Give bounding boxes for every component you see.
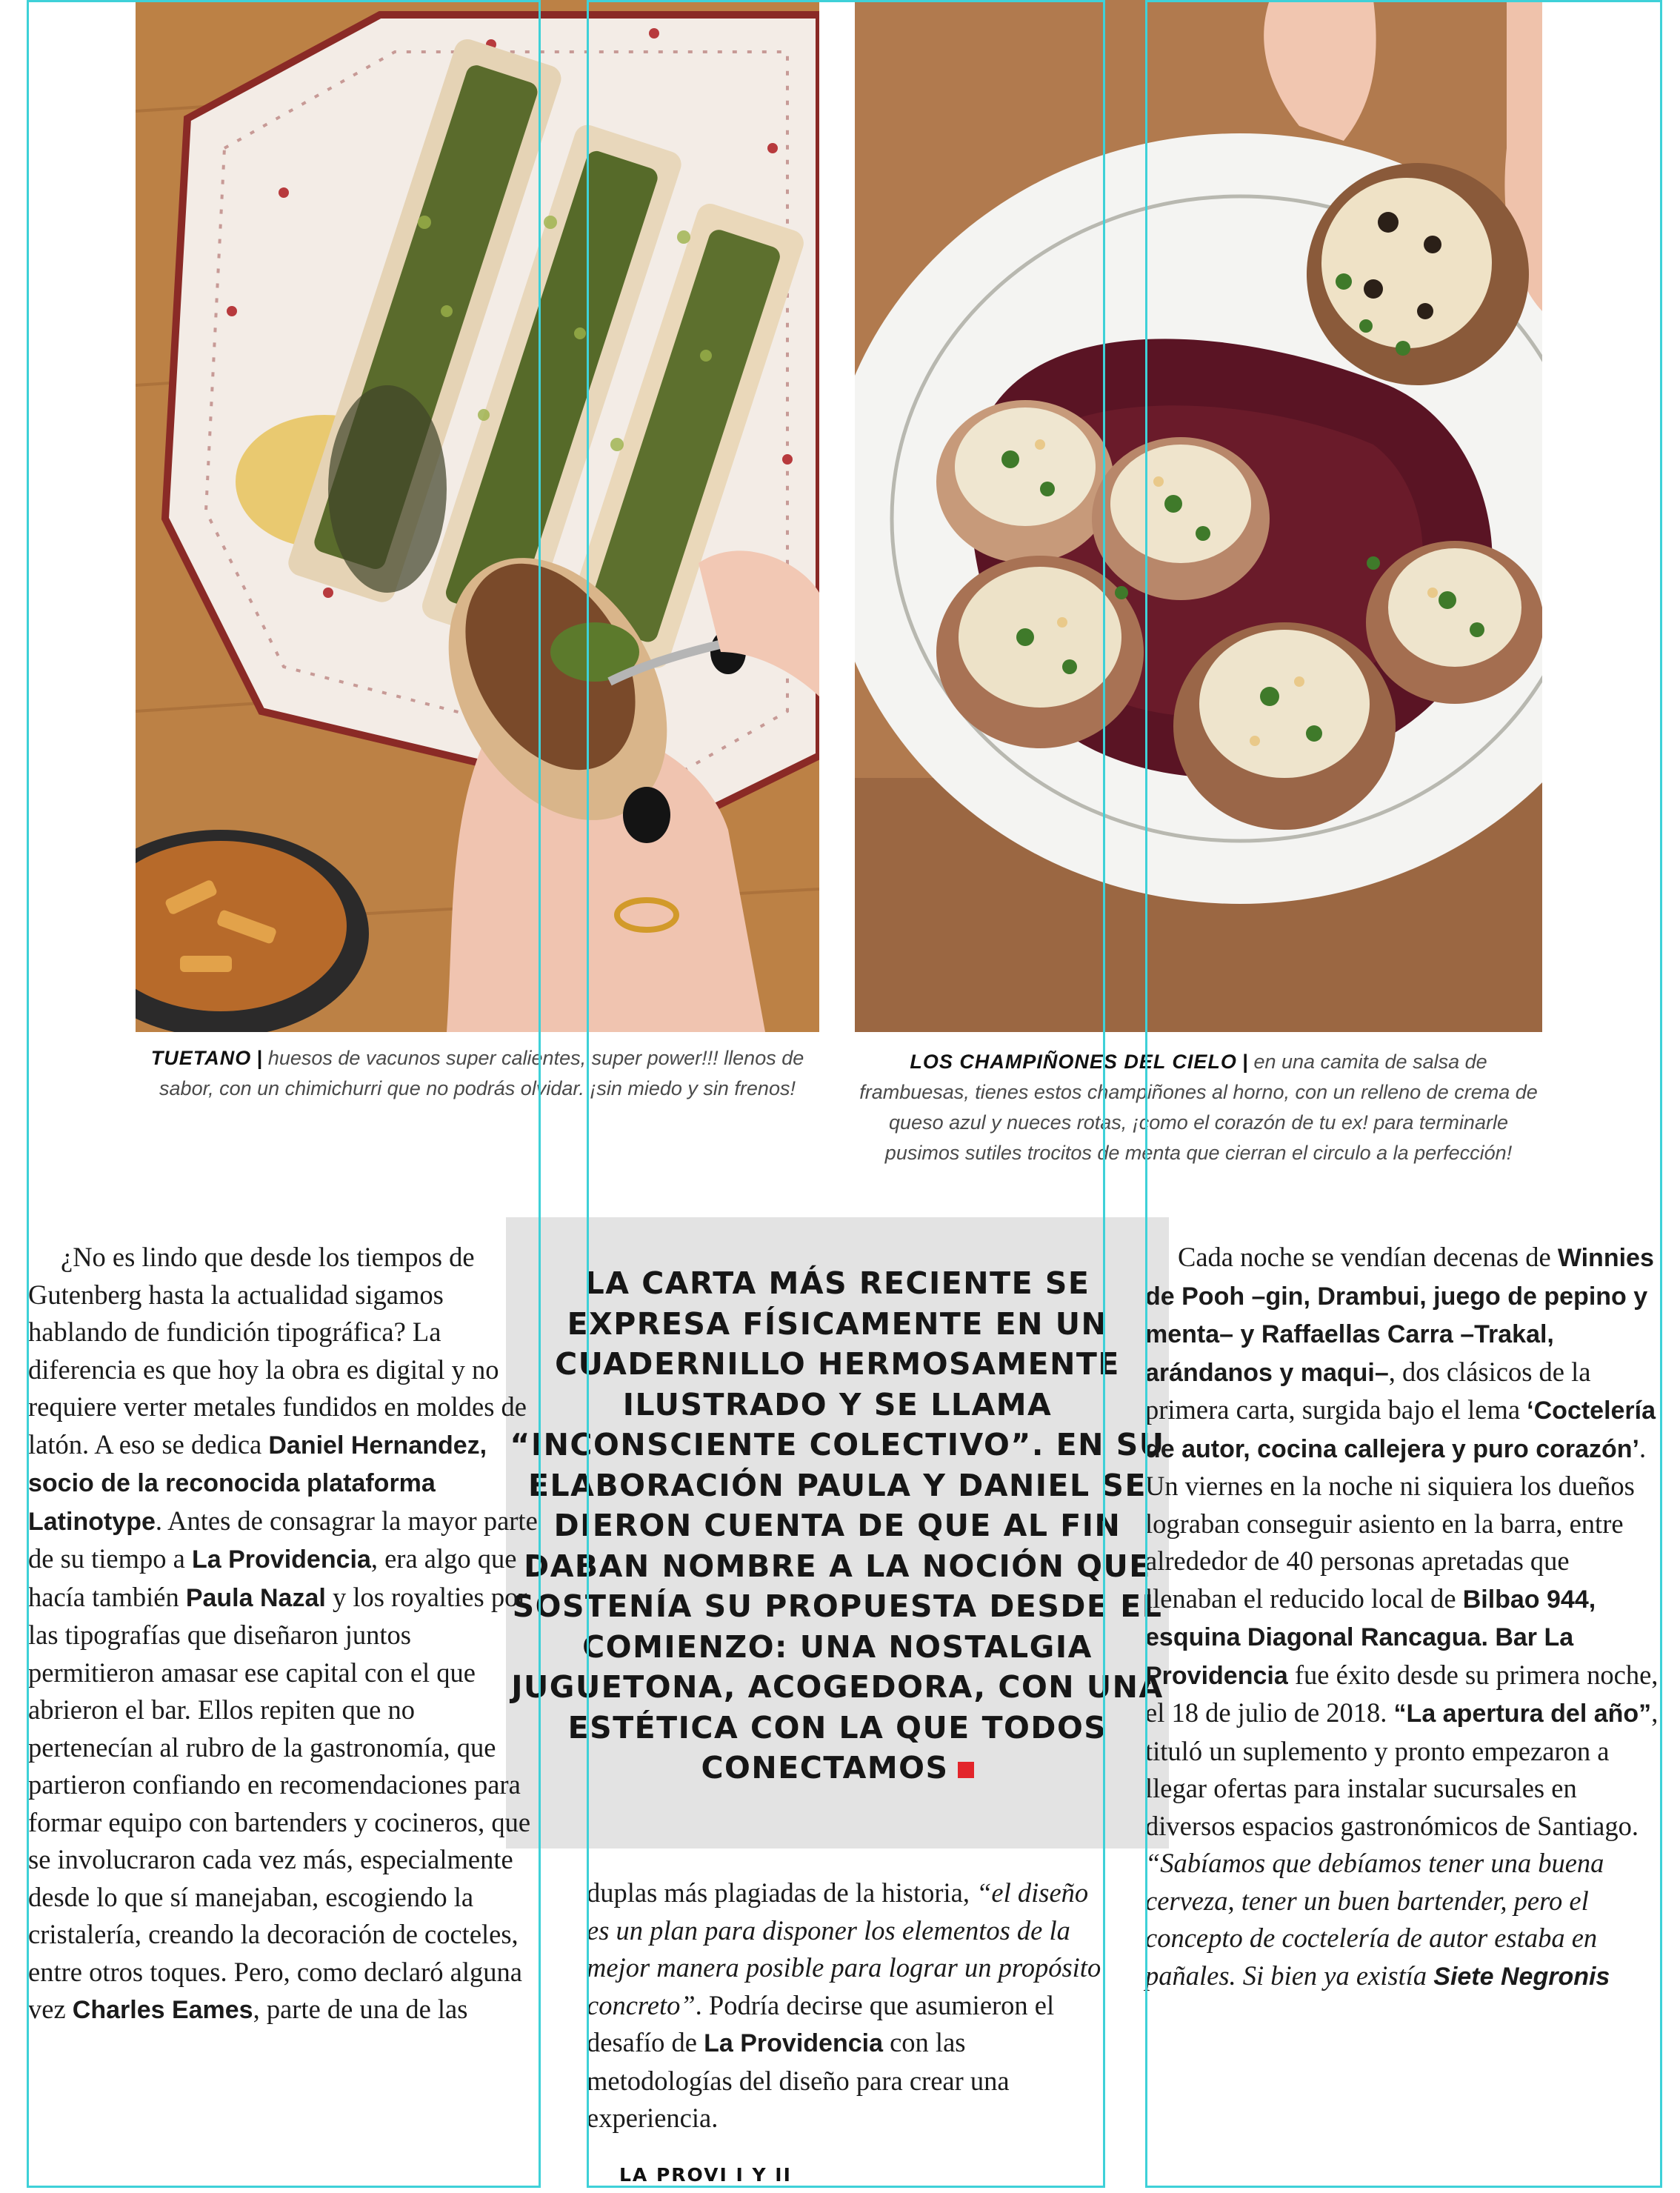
col3-bold-4: “La apertura del año” (1393, 1700, 1652, 1728)
caption-text: huesos de vacunos super calientes, super power!!! llenos de sabor, con un chimichurri que no podrás olvidar. ¡sin miedo y sin frenos! (159, 1047, 804, 1099)
pull-quote-box (506, 1217, 1169, 1848)
mushroom-dish-photo (855, 0, 1542, 1032)
photo-champinones (855, 0, 1542, 1032)
col1-text-4: y los royalties por las tipografías que diseñaron juntos permitieron amasar ese capital con el que abrieron el bar. Ellos repiten que no pertenecían al rubro de la gastronomía, que partieron confiando en recomendaciones para formar equipo con bartenders y cocineros, que se involucraron cada vez más, especialmente desde lo que sí manejaban, escogiendo la cristalería, creando la decoración de cocteles, entre otros toques. Pero, como declaró alguna vez (28, 1581, 531, 2024)
col3-text-5: , tituló un suplemento y pronto empezaron a llegar ofertas para instalar sucursales en diversos espacios gastronómicos de Santiago. (1145, 1697, 1659, 1841)
caption-tuetano (136, 1043, 819, 1104)
col1-text-5: , parte de una de las (253, 1994, 468, 2024)
col3-text-4: fue éxito desde su primera noche, el 18 de julio de 2018. (1145, 1659, 1659, 1728)
col3-quote (1145, 1848, 1610, 1991)
col3-bold-1: Winnies de Pooh –gin, Drambui, juego de pepino y menta– y Raffaellas Carra –Trakal, arándanos y maqui– (1145, 1244, 1654, 1387)
caption-text: en una camita de salsa de frambuesas, tienes estos champiñones al horno, con un relleno de crema de queso azul y nueces rotas, ¡como el corazón de tu ex! para terminarle pusimos sutiles trocitos de menta que cierran el circulo a la perfección! (859, 1051, 1538, 1164)
caption-title: TUETANO (150, 1047, 252, 1069)
body-column-1 (28, 1239, 541, 2029)
col1-bold-3: Paula Nazal (185, 1583, 326, 1612)
pull-quote (506, 1263, 1169, 1788)
pull-quote-text: LA CARTA MÁS RECIENTE SE EXPRESA FÍSICAMENTE EN UN CUADERNILLO HERMOSAMENTE ILUSTRADO Y SE LLAMA “INCONSCIENTE COLECTIVO”. EN SU ELABORACIÓN PAULA Y DANIEL SE DIERON CUENTA DE QUE AL FIN DABAN NOMBRE A LA NOCIÓN QUE SOSTENÍA SU PROPUESTA DESDE EL COMIENZO: UNA NOSTALGIA JUGUETONA, ACOGEDORA, CON UNA ESTÉTICA CON LA QUE TODOS CONECTAMOS (510, 1265, 1165, 1786)
caption-separator: | (1236, 1051, 1254, 1073)
col1-text-2: . Antes de consagrar la mayor parte de su tiempo a (28, 1505, 538, 1574)
col2-text-2: . Podría decirse que asumieron el desafío de (587, 1989, 1055, 2057)
body-column-2 (587, 1874, 1105, 2137)
body-column-3 (1145, 1239, 1659, 1995)
col1-text-1: ¿No es lindo que desde los tiempos de Gutenberg hasta la actualidad sigamos hablando de fundición tipográfica? La diferencia es que hoy la obra es digital y no requiere verter metales fundidos en moldes de latón. A eso se dedica (28, 1242, 527, 1460)
col3-bold-3: Bilbao 944, esquina Diagonal Rancagua. Bar La Providencia (1145, 1585, 1596, 1690)
col3-bold-5: Siete Negronis (1433, 1962, 1610, 1991)
photo-tuetano (136, 0, 819, 1032)
caption-title: LOS CHAMPIÑONES DEL CIELO (910, 1051, 1237, 1073)
col3-bold-2: ‘Coctelería de autor, cocina callejera y puro corazón’ (1145, 1397, 1656, 1463)
col3-text-2: , dos clásicos de la primera carta, surgida bajo el lema (1145, 1356, 1591, 1425)
bone-marrow-dish-photo (136, 0, 819, 1032)
end-mark-icon (958, 1762, 974, 1778)
footer-label: LA PROVI I Y II (619, 2164, 792, 2186)
col2-text-1: duplas más plagiadas de la historia, (587, 1877, 977, 1908)
col3-quote-text: “Sabíamos que debíamos tener una buena cerveza, tener un buen bartender, pero el concepto de coctelería de autor estaba en pañales. Si bien ya existía (1145, 1848, 1604, 1991)
col1-bold-2: La Providencia (191, 1545, 371, 1574)
col2-text-3: con las metodologías del diseño para crear una experiencia. (587, 2027, 1010, 2133)
col1-bold-4: Charles Eames (72, 1996, 253, 2024)
col3-text-1: Cada noche se vendían decenas de (1178, 1242, 1558, 1272)
col1-bold-1: Daniel Hernandez, socio de la reconocida plataforma Latinotype (28, 1431, 487, 1536)
caption-champinones (859, 1047, 1538, 1168)
col2-quote: “el diseño es un plan para disponer los elementos de la mejor manera posible para lograr un propósito concreto” (587, 1877, 1101, 2020)
col1-text-3: , era algo que hacía también (28, 1543, 517, 1612)
caption-separator: | (251, 1047, 268, 1069)
col3-text-3: . Un viernes en la noche ni siquiera los dueños lograban conseguir asiento en la barra, entre alrededor de 40 personas apretadas que llenaban el reducido local de (1145, 1432, 1647, 1614)
col2-bold-1: La Providencia (704, 2029, 883, 2057)
